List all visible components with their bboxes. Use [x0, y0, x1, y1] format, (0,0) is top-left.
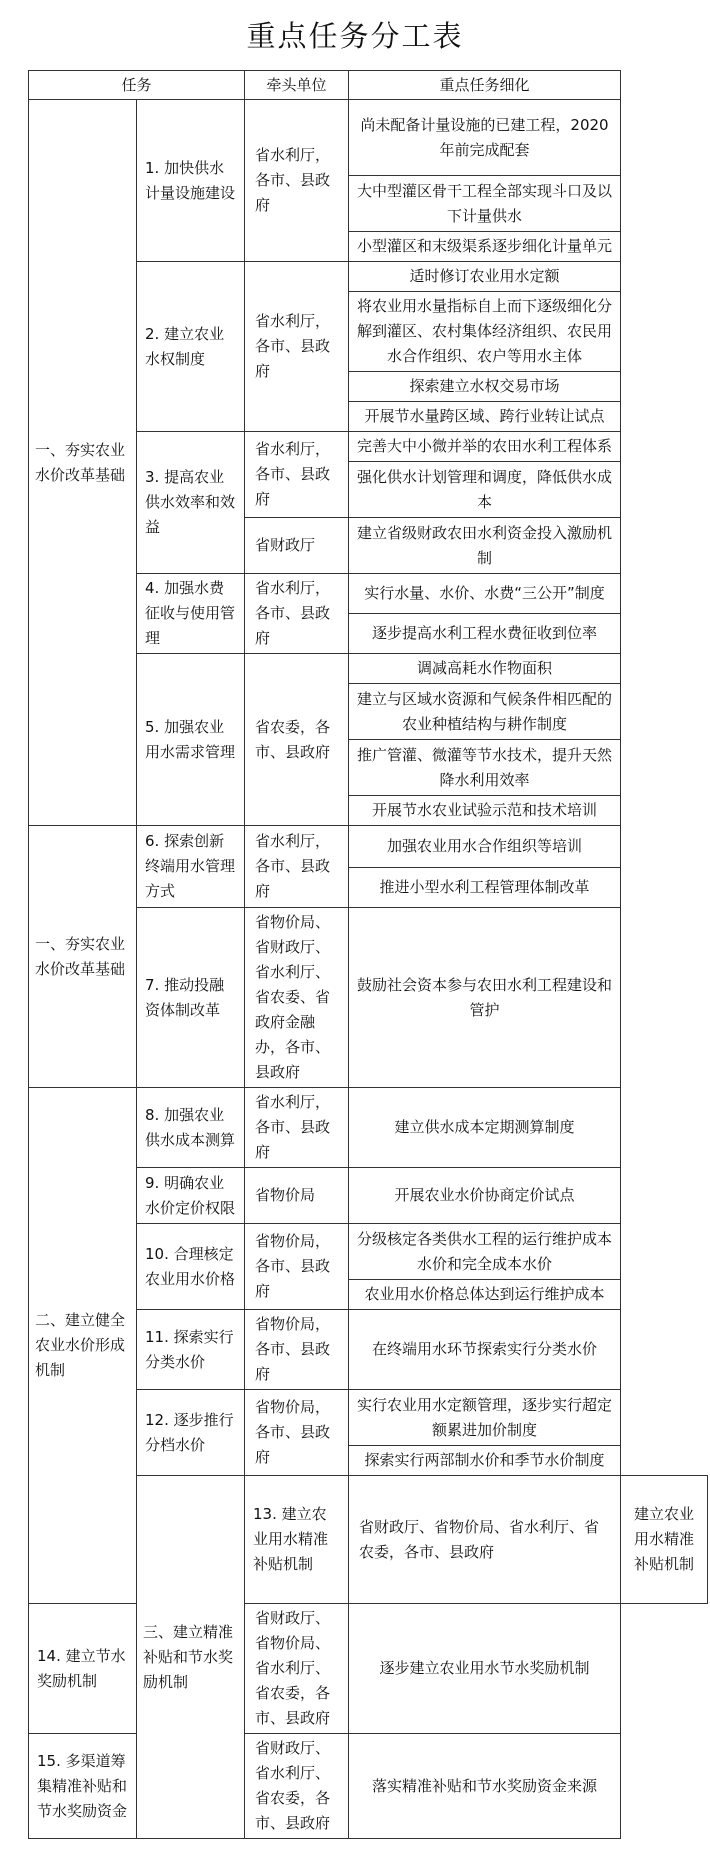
- lead-unit: 省农委，各市、县政府: [245, 654, 349, 826]
- lead-unit: 省水利厅，各市、县政府: [245, 432, 349, 518]
- task-detail: 尚未配备计量设施的已建工程，2020年前完成配套: [349, 100, 621, 176]
- task-detail: 推广管灌、微灌等节水技术，提升天然降水利用效率: [349, 740, 621, 796]
- task-detail: 开展节水量跨区域、跨行业转让试点: [349, 402, 621, 432]
- task-item: 11. 探索实行分类水价: [137, 1310, 245, 1390]
- task-detail: 探索建立水权交易市场: [349, 372, 621, 402]
- task-detail: 小型灌区和末级渠系逐步细化计量单元: [349, 232, 621, 262]
- lead-unit: 省水利厅，各市、县政府: [245, 574, 349, 654]
- lead-unit: 省财政厅、省物价局、省水利厅、省农委，各市、县政府: [349, 1476, 621, 1604]
- task-item: 5. 加强农业用水需求管理: [137, 654, 245, 826]
- header-task: 任务: [29, 71, 245, 100]
- task-item: 4. 加强水费征收与使用管理: [137, 574, 245, 654]
- header-row: [29, 71, 708, 100]
- lead-unit: 省水利厅，各市、县政府: [245, 826, 349, 908]
- lead-unit: 省物价局，各市、县政府: [245, 1390, 349, 1476]
- task-detail: 农业用水价格总体达到运行维护成本: [349, 1280, 621, 1310]
- task-detail: 逐步提高水利工程水费征收到位率: [349, 614, 621, 654]
- task-item: 3. 提高农业供水效率和效益: [137, 432, 245, 574]
- task-detail: 强化供水计划管理和调度，降低供水成本: [349, 462, 621, 518]
- lead-unit: 省物价局、省财政厅、省水利厅、省农委、省政府金融办，各市、县政府: [245, 908, 349, 1088]
- task-item: 14. 建立节水奖励机制: [29, 1604, 137, 1734]
- table-row: [29, 1604, 708, 1734]
- task-detail: 鼓励社会资本参与农田水利工程建设和管护: [349, 908, 621, 1088]
- header-detail: 重点任务细化: [349, 71, 621, 100]
- lead-unit: 省物价局，各市、县政府: [245, 1224, 349, 1310]
- task-detail: 在终端用水环节探索实行分类水价: [349, 1310, 621, 1390]
- task-detail: 实行水量、水价、水费“三公开”制度: [349, 574, 621, 614]
- header-lead-unit: 牵头单位: [245, 71, 349, 100]
- task-detail: 分级核定各类供水工程的运行维护成本水价和完全成本水价: [349, 1224, 621, 1280]
- lead-unit: 省水利厅，各市、县政府: [245, 262, 349, 432]
- task-item: 8. 加强农业供水成本测算: [137, 1088, 245, 1168]
- table-row: [29, 100, 708, 176]
- task-category: 二、建立健全农业水价形成机制: [29, 1088, 137, 1604]
- task-detail: 建立农业用水精准补贴机制: [621, 1476, 708, 1604]
- task-table: [28, 70, 708, 1839]
- task-category: 一、夯实农业水价改革基础: [29, 100, 137, 826]
- task-detail: 落实精准补贴和节水奖励资金来源: [349, 1734, 621, 1839]
- task-item: 1. 加快供水计量设施建设: [137, 100, 245, 262]
- task-item: 7. 推动投融资体制改革: [137, 908, 245, 1088]
- page-title: 重点任务分工表: [246, 19, 464, 53]
- task-detail: 探索实行两部制水价和季节水价制度: [349, 1446, 621, 1476]
- lead-unit: 省物价局，各市、县政府: [245, 1310, 349, 1390]
- task-item: 9. 明确农业水价定价权限: [137, 1168, 245, 1224]
- task-detail: 调减高耗水作物面积: [349, 654, 621, 684]
- task-item: 2. 建立农业水权制度: [137, 262, 245, 432]
- task-item: 10. 合理核定农业用水价格: [137, 1224, 245, 1310]
- task-detail: 建立供水成本定期测算制度: [349, 1088, 621, 1168]
- task-detail: 实行农业用水定额管理，逐步实行超定额累进加价制度: [349, 1390, 621, 1446]
- lead-unit: 省财政厅、省物价局、省水利厅、省农委，各市、县政府: [245, 1604, 349, 1734]
- task-category: 一、夯实农业水价改革基础: [29, 826, 137, 1088]
- table-row: [29, 1734, 708, 1839]
- task-detail: 开展农业水价协商定价试点: [349, 1168, 621, 1224]
- lead-unit: 省财政厅、省水利厅、省农委，各市、县政府: [245, 1734, 349, 1839]
- task-category: 三、建立精准补贴和节水奖励机制: [137, 1476, 245, 1839]
- task-detail: 大中型灌区骨干工程全部实现斗口及以下计量供水: [349, 176, 621, 232]
- task-detail: 建立与区域水资源和气候条件相匹配的农业种植结构与耕作制度: [349, 684, 621, 740]
- lead-unit: 省财政厅: [245, 518, 349, 574]
- task-detail: 将农业用水量指标自上而下逐级细化分解到灌区、农村集体经济组织、农民用水合作组织、农户等用水主体: [349, 292, 621, 372]
- task-item: 15. 多渠道筹集精准补贴和节水奖励资金: [29, 1734, 137, 1839]
- lead-unit: 省水利厅，各市、县政府: [245, 1088, 349, 1168]
- table-row: [29, 1088, 708, 1168]
- task-detail: 开展节水农业试验示范和技术培训: [349, 796, 621, 826]
- task-item: 12. 逐步推行分档水价: [137, 1390, 245, 1476]
- task-detail: 推进小型水利工程管理体制改革: [349, 868, 621, 908]
- task-item: 6. 探索创新终端用水管理方式: [137, 826, 245, 908]
- lead-unit: 省水利厅，各市、县政府: [245, 100, 349, 262]
- task-detail: 适时修订农业用水定额: [349, 262, 621, 292]
- table-row: [29, 826, 708, 868]
- task-item: 13. 建立农业用水精准补贴机制: [245, 1476, 349, 1604]
- lead-unit: 省物价局: [245, 1168, 349, 1224]
- task-detail: 逐步建立农业用水节水奖励机制: [349, 1604, 621, 1734]
- task-detail: 建立省级财政农田水利资金投入激励机制: [349, 518, 621, 574]
- task-detail: 加强农业用水合作组织等培训: [349, 826, 621, 868]
- task-detail: 完善大中小微并举的农田水利工程体系: [349, 432, 621, 462]
